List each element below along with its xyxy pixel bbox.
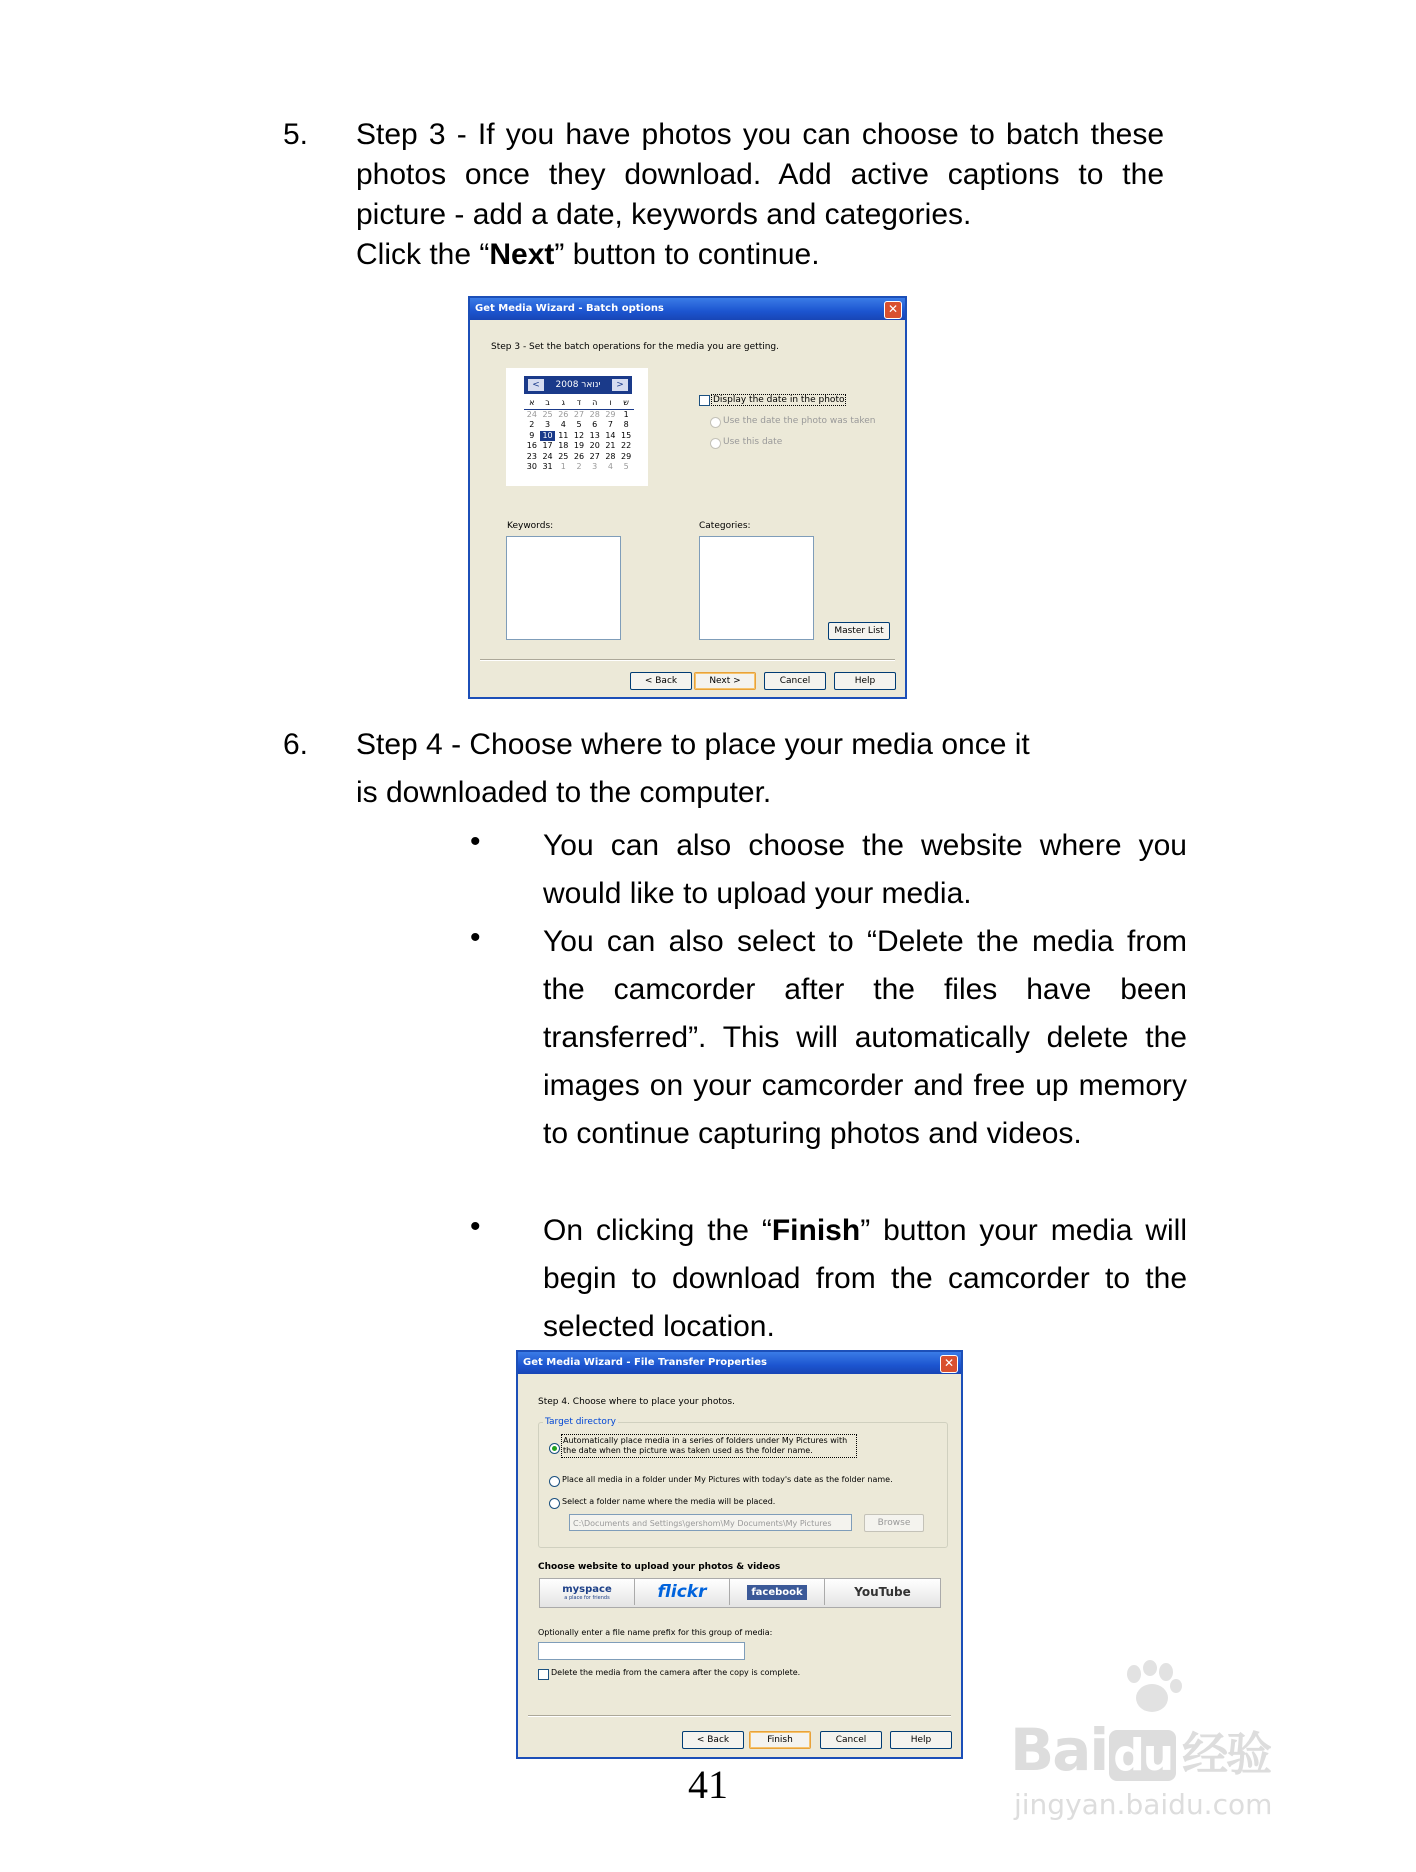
flickr-button[interactable] bbox=[635, 1579, 730, 1605]
calendar-weekday: ש bbox=[618, 398, 634, 410]
item-5-line4-pre: Click the “ bbox=[356, 238, 490, 271]
calendar-day[interactable]: 24 bbox=[526, 409, 537, 419]
calendar-day[interactable]: 4 bbox=[607, 462, 613, 471]
bullet-3-symbol: • bbox=[470, 1210, 481, 1243]
calendar-weekday: ו bbox=[603, 398, 619, 410]
item-number-6: 6. bbox=[283, 728, 309, 761]
item-6-line1: Step 4 - Choose where to place your media once it bbox=[356, 728, 1030, 761]
target-directory-legend: Target directory bbox=[545, 1417, 616, 1427]
item-number-5: 5. bbox=[283, 118, 309, 151]
facebook-button[interactable] bbox=[730, 1579, 825, 1605]
myspace-tagline: a place for friends bbox=[564, 1594, 610, 1601]
youtube-button[interactable] bbox=[825, 1579, 940, 1605]
prefix-label: Optionally enter a file name prefix for this group of media: bbox=[538, 1628, 773, 1637]
keywords-label: Keywords: bbox=[507, 521, 554, 531]
auto-folders-label bbox=[561, 1434, 857, 1458]
categories-list[interactable] bbox=[699, 536, 814, 640]
calendar-day[interactable]: 26 bbox=[558, 409, 569, 419]
display-date-label: Display the date in the photo bbox=[713, 395, 845, 405]
calendar-day[interactable]: 30 bbox=[526, 462, 537, 471]
item-6-line2: is downloaded to the computer. bbox=[356, 776, 772, 809]
today-folder-label: Place all media in a folder under My Pictures with today's date as the folder name. bbox=[562, 1475, 893, 1484]
prefix-input[interactable] bbox=[538, 1642, 745, 1660]
calendar-weekday: א bbox=[524, 398, 540, 410]
dialog1-step-label: Step 3 - Set the batch operations for the media you are getting. bbox=[491, 342, 780, 352]
categories-label: Categories: bbox=[699, 521, 751, 531]
use-taken-date-label: Use the date the photo was taken bbox=[723, 416, 876, 426]
dialog2-separator bbox=[528, 1715, 951, 1717]
bullet-1-text: You can also choose the website where you would like to upload your media. bbox=[543, 829, 1187, 910]
calendar-day[interactable]: 22 bbox=[621, 441, 632, 450]
website-strip bbox=[539, 1578, 941, 1608]
bullet-3-pre: On clicking the “ bbox=[543, 1214, 772, 1247]
calendar-day[interactable]: 7 bbox=[607, 420, 613, 429]
dialog2-cancel-button[interactable]: Cancel bbox=[820, 1731, 882, 1749]
calendar-day[interactable]: 5 bbox=[623, 462, 629, 471]
calendar-day[interactable]: 19 bbox=[573, 441, 585, 450]
bullet-3-finish-bold: Finish bbox=[771, 1214, 861, 1247]
calendar-day[interactable]: 3 bbox=[545, 420, 551, 429]
calendar-day[interactable]: 1 bbox=[623, 409, 629, 419]
calendar-day[interactable]: 27 bbox=[573, 409, 585, 419]
dialog1-help-button[interactable]: Help bbox=[834, 672, 896, 690]
calendar-day[interactable]: 25 bbox=[542, 409, 553, 419]
calendar-weekday: ה bbox=[587, 398, 603, 410]
watermark-bai: Bai bbox=[1010, 1716, 1108, 1784]
item-5-line4-post: ” button to continue. bbox=[554, 238, 820, 271]
calendar-day[interactable]: 12 bbox=[573, 430, 585, 440]
flickr-logo: flickr bbox=[657, 1582, 707, 1602]
browse-button[interactable]: Browse bbox=[864, 1514, 924, 1532]
dialog2-back-button[interactable]: < Back bbox=[682, 1731, 744, 1749]
dialog1-titlebar: Get Media Wizard - Batch options bbox=[470, 298, 905, 320]
calendar-month: 2008 ינואר bbox=[555, 380, 601, 390]
calendar-day[interactable]: 5 bbox=[576, 420, 582, 429]
calendar-day[interactable]: 26 bbox=[573, 451, 585, 461]
batch-options-dialog bbox=[468, 296, 907, 699]
dialog2-step-label: Step 4. Choose where to place your photos. bbox=[538, 1397, 735, 1407]
select-folder-radio[interactable] bbox=[549, 1498, 560, 1509]
facebook-logo: facebook bbox=[747, 1585, 806, 1600]
calendar-weekday: ב bbox=[540, 398, 556, 410]
item-5-line1: Step 3 - If you have photos you can choose to batch bbox=[356, 118, 1080, 151]
watermark-du: du bbox=[1109, 1730, 1176, 1781]
calendar-day[interactable]: 11 bbox=[558, 430, 569, 440]
use-this-date-label: Use this date bbox=[723, 437, 783, 447]
calendar-header bbox=[524, 376, 632, 394]
master-list-button[interactable]: Master List bbox=[828, 622, 890, 640]
bullet-1-symbol: • bbox=[470, 825, 481, 858]
calendar-day[interactable]: 21 bbox=[605, 441, 616, 450]
watermark-paw-icon bbox=[1120, 1660, 1184, 1714]
calendar-day[interactable]: 4 bbox=[560, 420, 566, 429]
calendar-day[interactable]: 2 bbox=[576, 462, 582, 471]
delete-media-checkbox[interactable] bbox=[538, 1669, 549, 1680]
bullet-3-post: ” button your media will begin to download from the camcorder to the selected location. bbox=[543, 1214, 1187, 1343]
page-number: 41 bbox=[688, 1762, 728, 1807]
calendar-day[interactable]: 28 bbox=[589, 409, 600, 419]
calendar-day[interactable]: 17 bbox=[542, 441, 553, 450]
auto-folders-line1: Automatically place media in a series of folders under My Pictures with bbox=[563, 1436, 848, 1445]
item-5-next-bold: Next bbox=[489, 238, 555, 271]
calendar-day[interactable]: 2 bbox=[529, 420, 535, 429]
dialog2-help-button[interactable]: Help bbox=[890, 1731, 952, 1749]
calendar-weekday: ד bbox=[571, 398, 587, 410]
calendar-day[interactable]: 23 bbox=[526, 451, 537, 461]
calendar-day[interactable]: 14 bbox=[605, 430, 616, 440]
calendar-day[interactable]: 18 bbox=[558, 441, 569, 450]
dialog1-separator bbox=[480, 659, 895, 661]
calendar-prev-button[interactable]: < bbox=[528, 379, 544, 391]
calendar-day[interactable]: 27 bbox=[589, 451, 600, 461]
calendar-day[interactable]: 3 bbox=[592, 462, 598, 471]
dialog2-close-button[interactable]: ✕ bbox=[940, 1355, 958, 1373]
calendar-day[interactable]: 29 bbox=[621, 451, 632, 461]
myspace-button[interactable] bbox=[540, 1579, 635, 1605]
calendar-weekday: ג bbox=[555, 398, 571, 410]
calendar-day[interactable]: 9 bbox=[529, 430, 535, 440]
watermark-brand bbox=[1010, 1718, 1270, 1788]
dialog1-back-button[interactable]: < Back bbox=[630, 672, 692, 690]
bullet-3-text bbox=[543, 1207, 1187, 1351]
item-5-line2: these photos once they download. Add active captions bbox=[356, 118, 1164, 191]
myspace-logo: myspace bbox=[562, 1583, 612, 1595]
baidu-watermark bbox=[1000, 1660, 1340, 1830]
calendar-day[interactable]: 13 bbox=[589, 430, 600, 440]
item-5-text bbox=[356, 115, 1164, 275]
youtube-logo: YouTube bbox=[854, 1585, 911, 1599]
dialog1-close-button[interactable]: ✕ bbox=[884, 301, 902, 319]
keywords-list[interactable] bbox=[506, 536, 621, 640]
calendar-day[interactable]: 20 bbox=[589, 441, 600, 450]
dialog2-finish-button[interactable]: Finish bbox=[749, 1731, 811, 1749]
calendar-day[interactable]: 16 bbox=[526, 441, 537, 450]
today-folder-radio[interactable] bbox=[549, 1476, 560, 1487]
watermark-url: jingyan.baidu.com bbox=[1014, 1788, 1273, 1821]
calendar bbox=[506, 368, 648, 486]
calendar-day[interactable]: 6 bbox=[592, 420, 598, 429]
calendar-day[interactable]: 10 bbox=[540, 431, 556, 442]
calendar-day[interactable]: 29 bbox=[605, 409, 616, 419]
calendar-next-button[interactable]: > bbox=[612, 379, 628, 391]
calendar-day[interactable]: 24 bbox=[542, 451, 553, 461]
select-folder-label: Select a folder name where the media will be placed. bbox=[562, 1497, 776, 1506]
bullet-2-symbol: • bbox=[470, 921, 481, 954]
dialog2-titlebar: Get Media Wizard - File Transfer Properties bbox=[518, 1352, 961, 1374]
auto-folders-radio[interactable] bbox=[549, 1443, 560, 1454]
calendar-day[interactable]: 25 bbox=[558, 451, 569, 461]
calendar-day[interactable]: 1 bbox=[560, 462, 566, 471]
use-taken-date-radio[interactable] bbox=[710, 417, 721, 428]
auto-folders-line2: the date when the picture was taken used as the folder name. bbox=[563, 1446, 813, 1455]
calendar-grid bbox=[524, 398, 634, 473]
display-date-checkbox[interactable] bbox=[699, 395, 710, 406]
item-5-line3: to the picture - add a date, keywords and categories. bbox=[356, 158, 1164, 231]
calendar-day[interactable]: 28 bbox=[605, 451, 616, 461]
dialog1-next-button[interactable]: Next > bbox=[694, 672, 756, 690]
delete-media-label: Delete the media from the camera after the copy is complete. bbox=[551, 1668, 801, 1677]
file-transfer-dialog bbox=[516, 1350, 963, 1759]
dialog1-cancel-button[interactable]: Cancel bbox=[764, 672, 826, 690]
use-this-date-radio[interactable] bbox=[710, 438, 721, 449]
watermark-jingyan: 经验 bbox=[1182, 1727, 1271, 1781]
calendar-day[interactable]: 8 bbox=[623, 420, 629, 429]
calendar-day[interactable]: 15 bbox=[621, 430, 632, 440]
bullet-2-text: You can also select to “Delete the media from the camcorder after the files have been transferred”. This will automatically delete the images on your camcorder and free up memory to continue capturing photos and videos. bbox=[543, 925, 1187, 1150]
website-label: Choose website to upload your photos & videos bbox=[538, 1562, 781, 1572]
calendar-day[interactable]: 31 bbox=[542, 462, 553, 471]
folder-path-input[interactable]: C:\Documents and Settings\gershom\My Documents\My Pictures bbox=[569, 1514, 852, 1531]
